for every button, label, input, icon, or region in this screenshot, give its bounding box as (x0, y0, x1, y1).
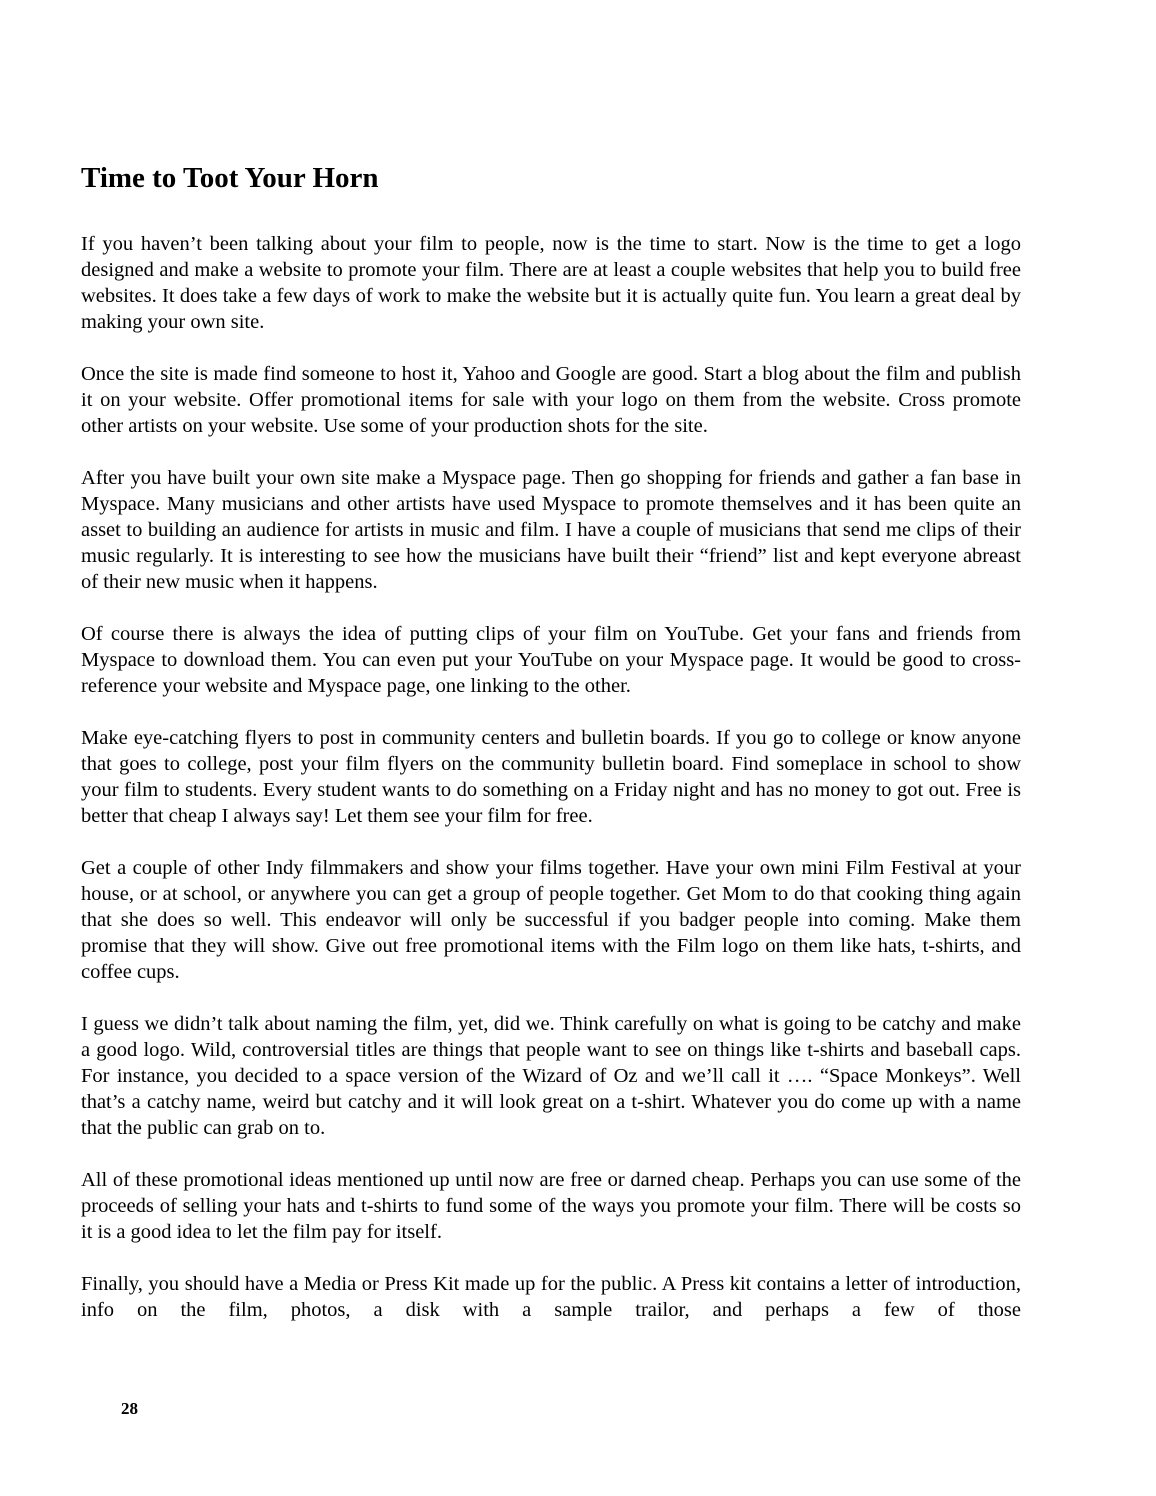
paragraph-flyers: Make eye-catching flyers to post in community centers and bulletin boards. If you go to college or know anyone that goes to college, post your film flyers on the community bulletin board. Find someplace in school to show your film to students. Every student wants to do something on a Friday night and has no money to got out. Free is better that cheap I always say! Let them see your film for free. (81, 727, 1021, 827)
paragraph-film-festival: Get a couple of other Indy filmmakers and show your films together. Have your own mini Film Festival at your house, or at school, or anywhere you can get a group of people together. Get Mom to do that cooking thing again that she does so well. This endeavor will only be successful if you badger people into coming. Make them promise that they will show. Give out free promotional items with the Film logo on them like hats, t-shirts, and coffee cups. (81, 857, 1021, 983)
paragraph-website: If you haven’t been talking about your film to people, now is the time to start. Now is the time to get a logo designed and make a website to promote your film. There are at least a couple websites that help you to build free websites. It does take a few days of work to make the website but it is actually quite fun. You learn a great deal by making your own site. (81, 233, 1021, 333)
page-number: 28 (121, 1399, 138, 1418)
paragraph-youtube: Of course there is always the idea of putting clips of your film on YouTube. Get your fans and friends from Myspace to download them. You can even put your YouTube on your Myspace page. It would be good to cross-reference your website and Myspace page, one linking to the other. (81, 623, 1021, 697)
paragraph-press-kit: Finally, you should have a Media or Press Kit made up for the public. A Press kit contains a letter of introduction, info on the film, photos, a disk with a sample trailor, and perhaps a few of those (81, 1273, 1021, 1321)
section-heading: Time to Toot Your Horn (81, 162, 379, 194)
paragraph-myspace: After you have built your own site make a Myspace page. Then go shopping for friends and gather a fan base in Myspace. Many musicians and other artists have used Myspace to promote themselves and it has been quite an asset to building an audience for artists in music and film. I have a couple of musicians that send me clips of their music regularly. It is interesting to see how the musicians have built their “friend” list and kept everyone abreast of their new music when it happens. (81, 467, 1021, 593)
paragraph-hosting: Once the site is made find someone to host it, Yahoo and Google are good. Start a blog about the film and publish it on your website. Offer promotional items for sale with your logo on them from the website. Cross promote other artists on your website. Use some of your production shots for the site. (81, 363, 1021, 437)
document-page (81, 158, 1021, 1349)
paragraph-naming: I guess we didn’t talk about naming the film, yet, did we. Think carefully on what is going to be catchy and make a good logo. Wild, controversial titles are things that people want to see on things like t-shirts and baseball caps. For instance, you decided to a space version of the Wizard of Oz and we’ll call it …. “Space Monkeys”. Well that’s a catchy name, weird but catchy and it will look great on a t-shirt. Whatever you do come up with a name that the public can grab on to. (81, 1013, 1021, 1139)
paragraph-costs: All of these promotional ideas mentioned up until now are free or darned cheap. Perhaps you can use some of the proceeds of selling your hats and t-shirts to fund some of the ways you promote your film. There will be costs so it is a good idea to let the film pay for itself. (81, 1169, 1021, 1243)
